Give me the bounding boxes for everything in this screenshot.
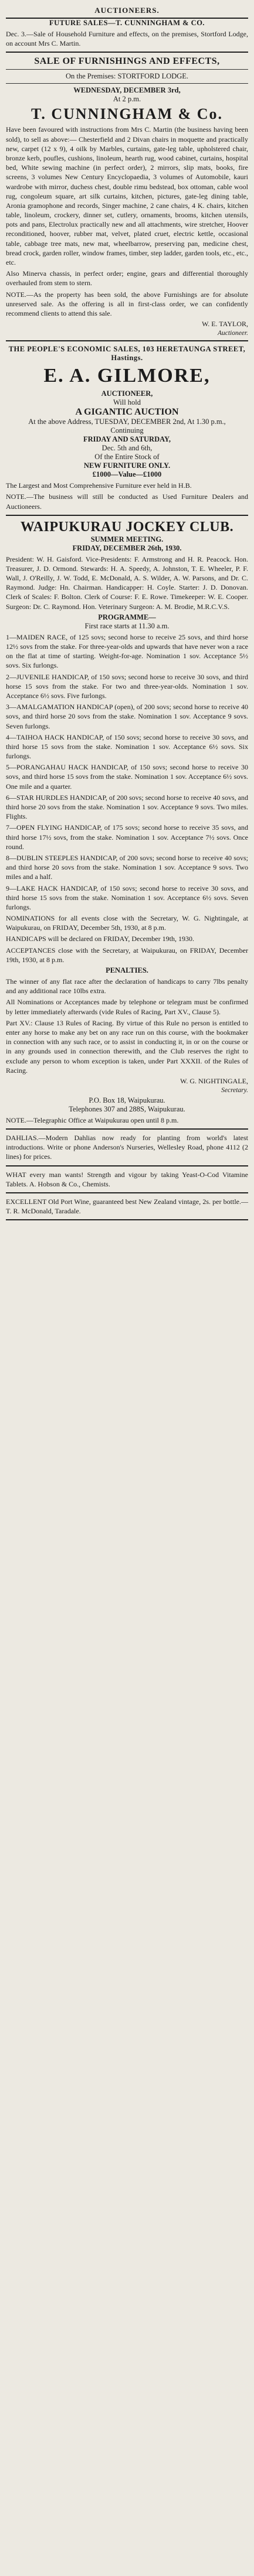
divider bbox=[6, 515, 248, 516]
economic-dates: Dec. 5th and 6th, bbox=[101, 444, 153, 453]
jockey-meeting: SUMMER MEETING. bbox=[90, 535, 164, 543]
jockey-penalties: The winner of any flat race after the declaration of handicaps to carry 7lbs penalty and any additional race 10lbs extra. bbox=[6, 977, 248, 995]
furnishings-signatory: W. E. TAYLOR, bbox=[202, 320, 248, 329]
furnishings-premises: On the Premises: STORTFORD LODGE. bbox=[65, 72, 189, 81]
section-heading: AUCTIONEERS. bbox=[6, 5, 248, 19]
economic-at-rooms: At the above Address, TUESDAY, DECEMBER 2nd, At 1.30 p.m., bbox=[28, 418, 226, 426]
jockey-nominations: NOMINATIONS for all events close with the Secretary, W. G. Nightingale, at Waipukurau, on FRIDAY, December 5th, 1930, at 8 p.m. bbox=[6, 914, 248, 932]
jockey-note: NOTE.—Telegraphic Office at Waipukurau open until 8 p.m. bbox=[6, 1116, 179, 1124]
port-wine-text: EXCELLENT Old Port Wine, guaranteed best New Zealand vintage, 2s. per bottle.—T. R. McDonald, Taradale. bbox=[6, 1198, 248, 1216]
jockey-date: FRIDAY, DECEMBER 26th, 1930. bbox=[72, 543, 182, 552]
jockey-acceptances: ACCEPTANCES close with the Secretary, at Waipukurau, on FRIDAY, December 19th, 1930, at 8 p.m. bbox=[6, 946, 248, 964]
economic-value: £1000—Value—£1000 bbox=[92, 470, 162, 479]
divider bbox=[6, 1165, 248, 1166]
jockey-handicaps: HANDICAPS will be declared on FRIDAY, December 19th, 1930. bbox=[6, 935, 194, 943]
programme-heading: PROGRAMME— bbox=[98, 613, 156, 621]
economic-continuing: Continuing bbox=[110, 426, 144, 435]
furnishings-body: Have been favoured with instructions from Mrs C. Martin (the business having been sold), to sell as above:— Chesterfield and 2 Divan chairs in moquette and practically new, carpet (12 x 9), 4 oilk by Marbles, curtains, gate-leg table, upholstered chair, bronze kerb, poufles, cushions, linoleum, hearth rug, wood cabinet, curtains, hospital bed, White sewing machine (in perfect order), 2 mirrors, slip mats, books, fire screens, 3 volumes New Century Encyclopaedia, 3 volumes of Automobile, kauri wardrobe with mirror, duchess chest, double rimu bedstead, box ottoman, cable wool rug, congoleum square, art silk curtains, kitchen, pictures, gate-leg dining table, Aronia gramophone and records, Singer machine, 2 cane chairs, 4 K. chairs, kitchen table, linoleum, crockery, dinner set, cutlery, ornaments, brooms, kitchen utensils, pots and pans, Electrolux practically new and all attachments, wire stretcher, Hoover reconditioned, hoover, rubber mat, velvet, plated cruet, electric kettle, occasional table, cabbage tree mats, new mat, wheelbarrow, preserving pan, medicine chest, bread crock, garden roller, window frames, timber, step ladder, garden tools, etc., etc., etc. bbox=[6, 125, 248, 266]
economic-stock: NEW FURNITURE ONLY. bbox=[83, 461, 171, 470]
future-sales-notice bbox=[6, 19, 248, 48]
divider bbox=[6, 83, 248, 84]
dahlias-text: DAHLIAS.—Modern Dahlias now ready for planting from world's latest introductions. Write or phone Anderson's Nurseries, Wellesley Road, phone 4112 (2 lines) for prices. bbox=[6, 1134, 248, 1161]
furnishings-auctioneer: T. CUNNINGHAM & Co. bbox=[31, 105, 223, 123]
future-sales-title: FUTURE SALES—T. CUNNINGHAM & CO. bbox=[49, 19, 205, 27]
divider bbox=[6, 1192, 248, 1193]
race-item: 2—JUVENILE HANDICAP, of 150 sovs; second horse to receive 30 sovs, and third horse 15 sovs from the stake. For two and three-year-olds. Nomination 1 sov. Acceptance 6½ sovs. Five furlongs. bbox=[6, 672, 248, 700]
jockey-club-notice bbox=[6, 519, 248, 1125]
race-item: 4—TAIHOA HACK HANDICAP, of 150 sovs; second horse to receive 30 sovs, and third horse 15 sovs from the stake. Nomination 1 sov. Acceptance 6½ sovs. Six furlongs. bbox=[6, 733, 248, 761]
vitamin-text: WHAT every man wants! Strength and vigour by taking Yeast-O-Cod Vitamine Tablets. A. Hobson & Co., Chemists. bbox=[6, 1170, 248, 1188]
divider bbox=[6, 1219, 248, 1220]
divider bbox=[6, 1128, 248, 1130]
future-sales-text: Dec. 3.—Sale of Household Furniture and effects, on the premises, Stortford Lodge, on account Mrs C. Martin. bbox=[6, 30, 248, 48]
economic-auctioneer: E. A. GILMORE, bbox=[43, 365, 211, 387]
furnishings-role: Auctioneer. bbox=[217, 330, 248, 337]
race-item: 7—OPEN FLYING HANDICAP, of 175 sovs; second horse to receive 35 sovs, and third horse 17½ sovs, from the stake. Nomination 1 sov. Acceptance 7½ sovs. Once round. bbox=[6, 823, 248, 851]
economic-note: NOTE.—The business will still be conducted as Used Furniture Dealers and Auctioneers. bbox=[6, 492, 248, 511]
economic-title: THE PEOPLE'S ECONOMIC SALES, 103 HERETAUNGA STREET, Hastings. bbox=[8, 345, 246, 362]
furnishings-note: NOTE.—As the property has been sold, the above Furnishings are for absolute unreserved sale. As the offering is all in first-class order, we can confidently recommend clients to attend this sale. bbox=[6, 290, 248, 317]
economic-will-hold: Will hold bbox=[113, 398, 141, 407]
divider bbox=[6, 52, 248, 53]
race-item: 3—AMALGAMATION HANDICAP (open), of 200 sovs; second horse to receive 40 sovs, and third horse 20 sovs from the stake. Nomination 1 sov. Acceptance 9 sovs. Seven furlongs. bbox=[6, 703, 248, 730]
port-wine-ad bbox=[6, 1197, 248, 1216]
jockey-officials: President: W. H. Gaisford. Vice-Presidents: F. Armstrong and H. R. Peacock. Hon. Treasurer, J. D. Ormond. Stewards: H. A. Speedy, A. Johnston, T. E. Wheeler, P. F. Wall, J. O'Reilly, J. W. Todd, E. McDonald, A. S. Wilder, A. W. Parsons, and Dr. C. Raymond. Judge: Hn. Chairman. Handicapper: H. Coyle. Starter: J. D. Donovan. Clerk of Scales: F. Bolton. Clerk of Course: F. E. Rowe. Timekeeper: W. E. Cooper. Surgeon: Dr. C. Raymond. Hon. Veterinary Surgeon: A. M. Brodie, M.R.C.V.S. bbox=[6, 555, 248, 611]
jockey-telephones: Telephones 307 and 288S, Waipukurau. bbox=[69, 1104, 185, 1113]
economic-days: FRIDAY AND SATURDAY, bbox=[83, 435, 171, 444]
economic-role: AUCTIONEER, bbox=[101, 389, 153, 398]
furnishings-also: Also Minerva chassis, in perfect order; engine, gears and differential thoroughly overhauled from stem to stern. bbox=[6, 269, 248, 288]
first-race: First race starts at 11.30 a.m. bbox=[84, 621, 170, 630]
race-item: 6—STAR HURDLES HANDICAP, of 200 sovs; second horse to receive 40 sovs, and third horse 20 sovs from the stake. Nomination 1 sov. Acceptance 9 sovs. Two miles. Flights. bbox=[6, 793, 248, 821]
jockey-title: WAIPUKURAU JOCKEY CLUB. bbox=[20, 519, 234, 535]
divider bbox=[6, 69, 248, 70]
race-item: 1—MAIDEN RACE, of 125 sovs; second horse to receive 25 sovs, and third horse 12½ sovs from the stake. For three-year-olds and upwards that have never won a race on the flat at time of starting. Weight-for-age. Nomination 1 sov. Acceptance 5½ sovs. Six furlongs. bbox=[6, 632, 248, 670]
economic-of: Of the Entire Stock of bbox=[94, 453, 160, 461]
furnishings-time: At 2 p.m. bbox=[113, 95, 141, 104]
jockey-rules: All Nominations or Acceptances made by telephone or telegram must be confirmed by letter immediately afterwards (vide Rules of Racing, Part XV., Clause 5). bbox=[6, 998, 248, 1016]
race-item: 8—DUBLIN STEEPLES HANDICAP, of 200 sovs; second horse to receive 40 sovs; and third horse 20 sovs from the stake. Nomination 1 sov. Acceptance 9 sovs. Two miles and a half. bbox=[6, 853, 248, 881]
penalties-heading: PENALTIES. bbox=[106, 966, 148, 974]
jockey-part-xv: Part XV.: Clause 13 Rules of Racing. By virtue of this Rule no person is entitled to enter any horse to make any bet on any race run on this course, with the bookmaker in connection with any such race, or to assist in conducting it, in or on the course or in any grounds used in connection therewith, and the Club reserves the right to exclude any person to whom exception is taken, under Part XXXII. of the Rules of Racing. bbox=[6, 1018, 248, 1075]
economic-event: A GIGANTIC AUCTION bbox=[75, 407, 179, 418]
race-item: 5—PORANGAHAU HACK HANDICAP, of 150 sovs; second horse to receive 30 sovs, and third horse 15 sovs from the stake. Nomination 1 sov. Acceptance 6½ sovs. One mile and a quarter. bbox=[6, 763, 248, 791]
vitamin-ad bbox=[6, 1170, 248, 1189]
economic-largest: The Largest and Most Comprehensive Furniture ever held in H.B. bbox=[6, 481, 192, 490]
furnishings-notice bbox=[6, 56, 248, 337]
race-item: 9—LAKE HACK HANDICAP, of 150 sovs; second horse to receive 30 sovs, and third horse 15 sovs from the stake. Nomination 1 sov. Acceptance 6½ sovs. Seven furlongs. bbox=[6, 884, 248, 911]
divider bbox=[6, 340, 248, 341]
economic-sales-notice bbox=[6, 345, 248, 511]
jockey-po-box: P.O. Box 18, Waipukurau. bbox=[89, 1096, 165, 1104]
jockey-secretary-role: Secretary. bbox=[221, 1086, 248, 1094]
furnishings-title: SALE OF FURNISHINGS AND EFFECTS, bbox=[34, 56, 220, 67]
jockey-secretary: W. G. NIGHTINGALE, bbox=[180, 1076, 248, 1085]
dahlias-ad bbox=[6, 1133, 248, 1162]
furnishings-date: WEDNESDAY, DECEMBER 3rd, bbox=[73, 86, 181, 95]
